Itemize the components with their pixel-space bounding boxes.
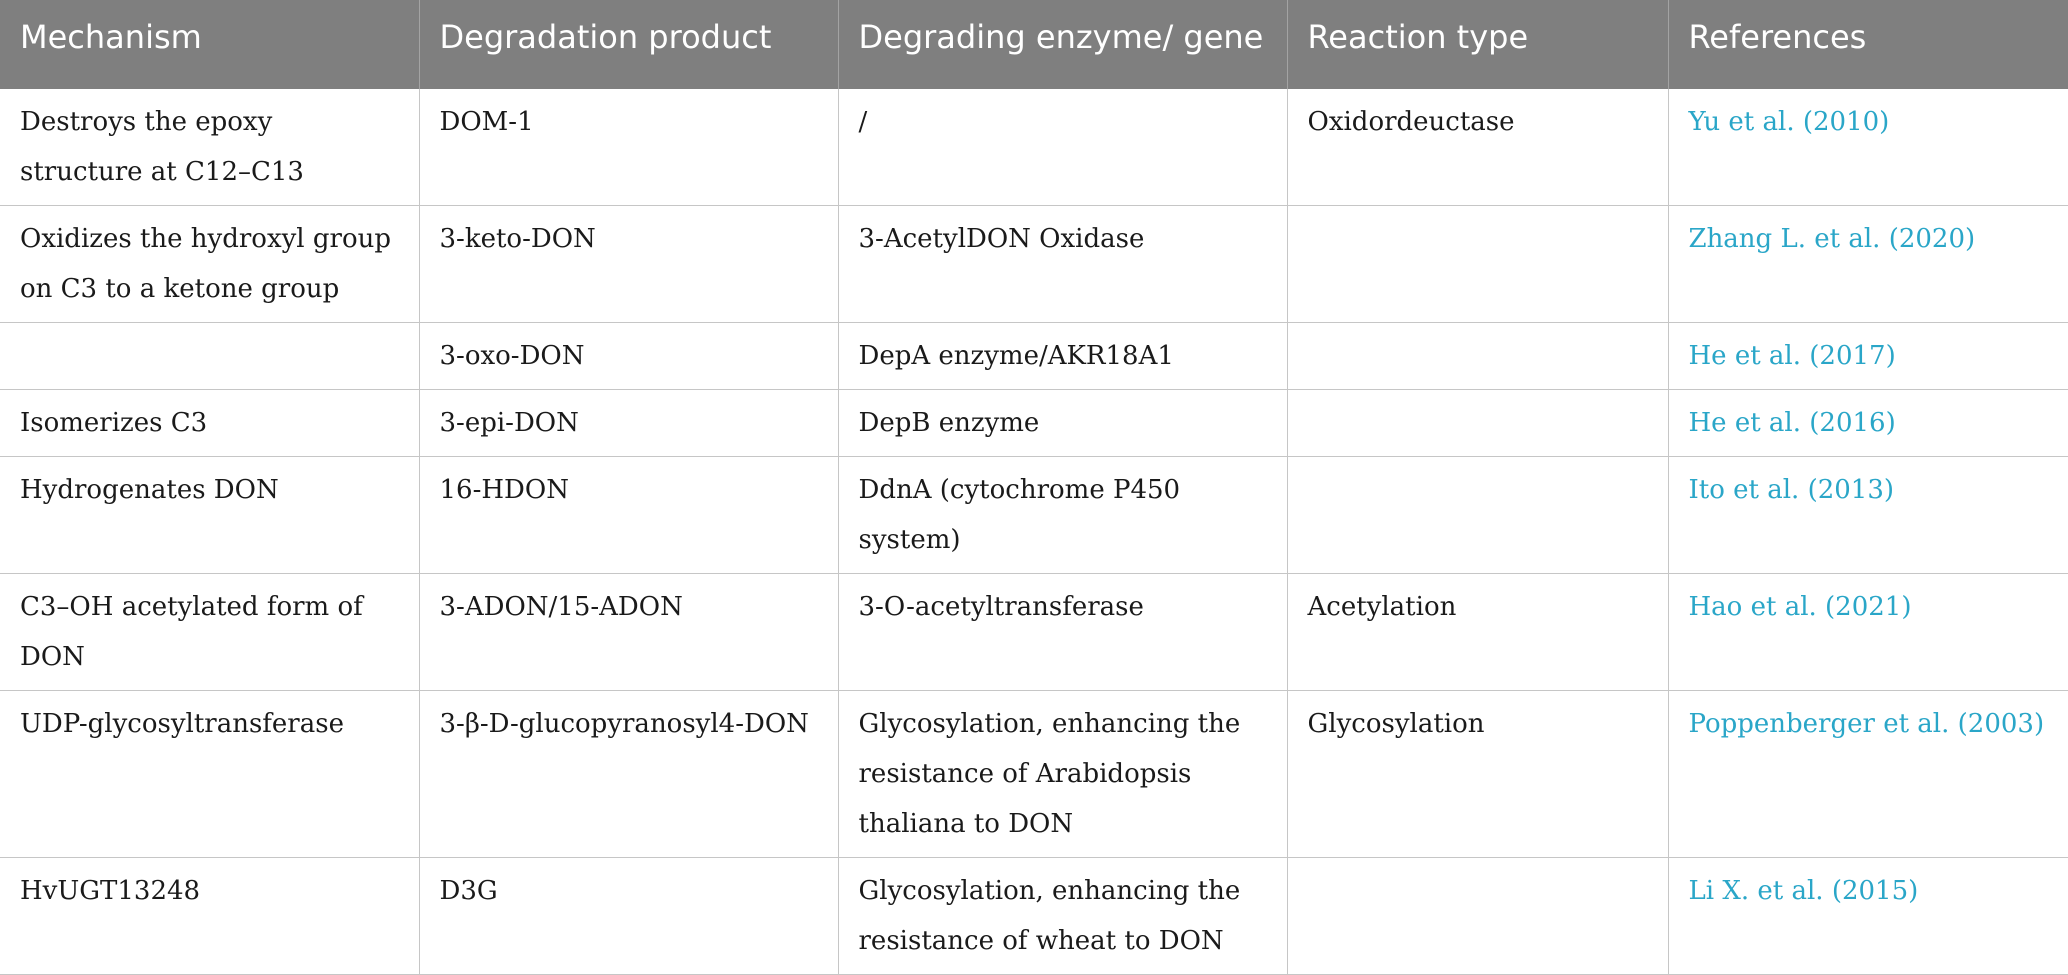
mechanism-cell: HvUGT13248 <box>0 858 419 975</box>
table-row <box>0 206 2068 323</box>
product-cell: D3G <box>419 858 838 975</box>
header-degradation-product: Degradation product <box>419 0 838 89</box>
product-cell: 3-β-D-glucopyranosyl4-DON <box>419 691 838 858</box>
enzyme-cell: 3-AcetylDON Oxidase <box>838 206 1287 323</box>
reaction-type-cell: Oxidordeuctase <box>1287 89 1668 206</box>
enzyme-cell: DepA enzyme/AKR18A1 <box>838 323 1287 390</box>
mechanism-cell: Oxidizes the hydroxyl group on C3 to a ketone group <box>0 206 419 323</box>
header-degrading-enzyme-gene: Degrading enzyme/ gene <box>838 0 1287 89</box>
enzyme-cell: 3-O-acetyltransferase <box>838 574 1287 691</box>
header-row <box>0 0 2068 89</box>
product-cell: 3-keto-DON <box>419 206 838 323</box>
reference-link[interactable]: Li X. et al. (2015) <box>1668 858 2068 975</box>
reaction-type-cell: Acetylation <box>1287 574 1668 691</box>
reference-link[interactable]: Ito et al. (2013) <box>1668 457 2068 574</box>
reaction-type-cell <box>1287 858 1668 975</box>
table-row <box>0 574 2068 691</box>
mechanism-cell: Destroys the epoxy structure at C12–C13 <box>0 89 419 206</box>
enzyme-cell: DdnA (cytochrome P450 system) <box>838 457 1287 574</box>
reaction-type-cell: Glycosylation <box>1287 691 1668 858</box>
header-mechanism: Mechanism <box>0 0 419 89</box>
table-row <box>0 457 2068 574</box>
header-reaction-type: Reaction type <box>1287 0 1668 89</box>
mechanism-cell: Isomerizes C3 <box>0 390 419 457</box>
enzyme-cell: DepB enzyme <box>838 390 1287 457</box>
table-row <box>0 858 2068 975</box>
header-references: References <box>1668 0 2068 89</box>
reference-link[interactable]: Zhang L. et al. (2020) <box>1668 206 2068 323</box>
product-cell: 3-ADON/15-ADON <box>419 574 838 691</box>
mechanism-cell: C3–OH acetylated form of DON <box>0 574 419 691</box>
table-row <box>0 89 2068 206</box>
product-cell: 3-oxo-DON <box>419 323 838 390</box>
mechanism-cell: Hydrogenates DON <box>0 457 419 574</box>
product-cell: DOM-1 <box>419 89 838 206</box>
reaction-type-cell <box>1287 206 1668 323</box>
mechanism-cell <box>0 323 419 390</box>
table-row <box>0 323 2068 390</box>
reference-link[interactable]: Yu et al. (2010) <box>1668 89 2068 206</box>
enzyme-cell: Glycosylation, enhancing the resistance of wheat to DON <box>838 858 1287 975</box>
reaction-type-cell <box>1287 390 1668 457</box>
table-row <box>0 691 2068 858</box>
reference-link[interactable]: He et al. (2016) <box>1668 390 2068 457</box>
reaction-type-cell <box>1287 457 1668 574</box>
table-row <box>0 390 2068 457</box>
product-cell: 16-HDON <box>419 457 838 574</box>
enzyme-cell: Glycosylation, enhancing the resistance of Arabidopsis thaliana to DON <box>838 691 1287 858</box>
reference-link[interactable]: Poppenberger et al. (2003) <box>1668 691 2068 858</box>
reference-link[interactable]: He et al. (2017) <box>1668 323 2068 390</box>
mechanism-cell: UDP-glycosyltransferase <box>0 691 419 858</box>
reference-link[interactable]: Hao et al. (2021) <box>1668 574 2068 691</box>
reaction-type-cell <box>1287 323 1668 390</box>
enzyme-cell: / <box>838 89 1287 206</box>
product-cell: 3-epi-DON <box>419 390 838 457</box>
